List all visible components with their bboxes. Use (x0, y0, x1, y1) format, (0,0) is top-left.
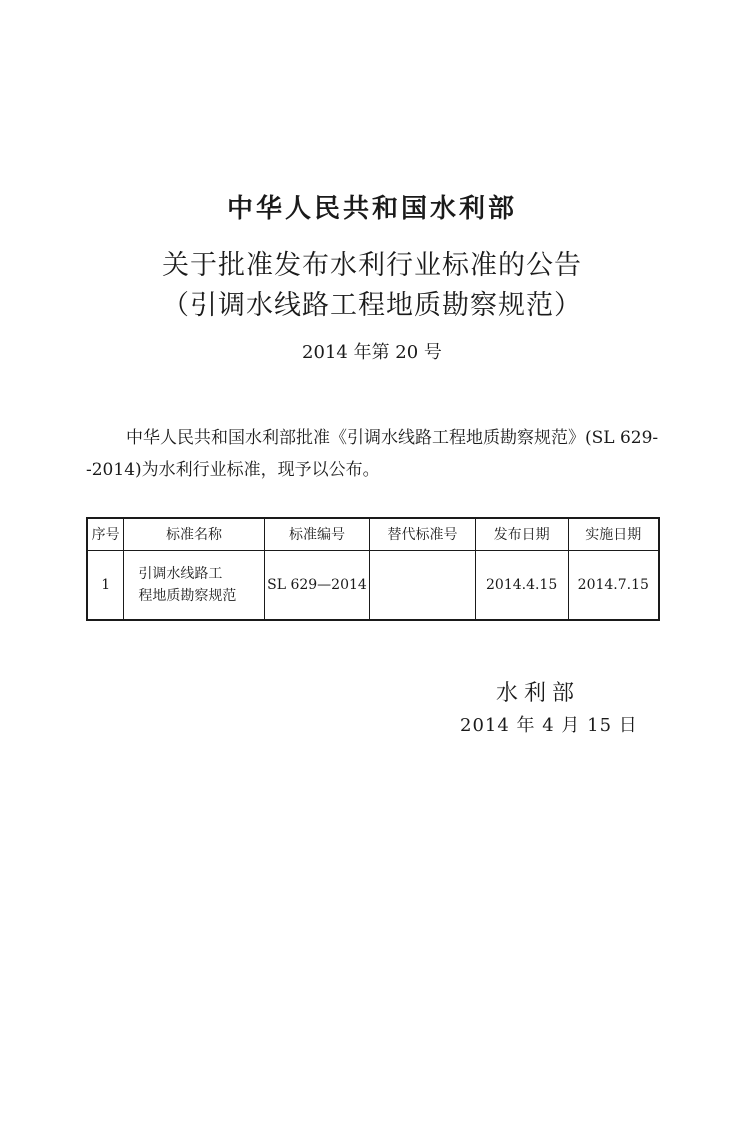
announcement-body: 中华人民共和国水利部批准《引调水线路工程地质勘察规范》(SL 629--2014)为水利行业标准，现予以公布。 (86, 428, 659, 480)
announcement-subtitle: （引调水线路工程地质勘察规范） (162, 290, 582, 321)
table-header-row (87, 518, 659, 550)
header-code: 标准编号 (264, 518, 370, 550)
header-effective-date: 实施日期 (568, 518, 659, 550)
signature-org: 水利部 (496, 681, 581, 706)
cell-index: 1 (87, 550, 124, 620)
cell-effective-date: 2014.7.15 (568, 550, 659, 620)
cell-name (124, 550, 264, 620)
cell-name-line2: 程地质勘察规范 (138, 587, 237, 604)
cell-code: SL 629—2014 (264, 550, 370, 620)
header-name: 标准名称 (124, 518, 264, 550)
cell-publish-date: 2014.4.15 (475, 550, 568, 620)
announcement-number: 2014 年第 20 号 (302, 342, 442, 363)
standards-table (86, 517, 660, 621)
signature-date: 2014 年 4 月 15 日 (460, 715, 638, 736)
header-replaces: 替代标准号 (370, 518, 475, 550)
announcement-title: 关于批准发布水利行业标准的公告 (162, 250, 582, 281)
header-index: 序号 (87, 518, 124, 550)
cell-replaces (370, 550, 475, 620)
header-publish-date: 发布日期 (475, 518, 568, 550)
table-row (87, 550, 659, 620)
issuer-name: 中华人民共和国水利部 (226, 194, 517, 224)
cell-name-line1: 引调水线路工 (138, 565, 223, 582)
